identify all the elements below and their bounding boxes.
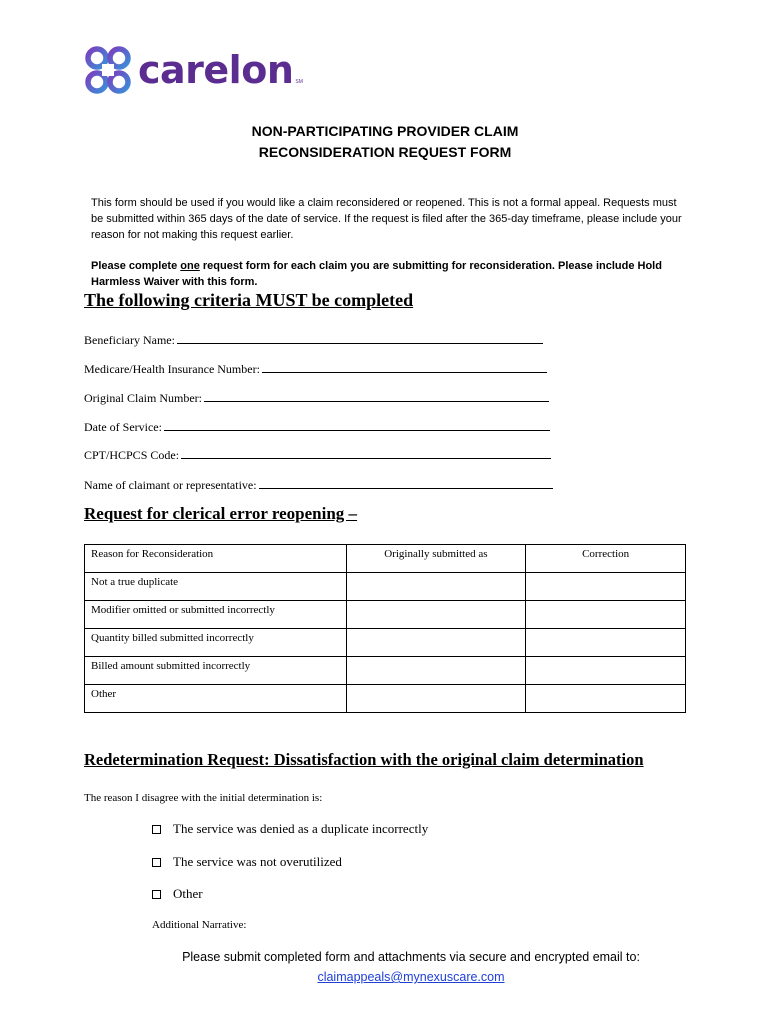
option-not-overutilized[interactable] (152, 854, 342, 870)
option-other[interactable] (152, 886, 203, 902)
checkbox[interactable] (152, 890, 161, 899)
fill-line[interactable] (164, 418, 550, 431)
intro-instruction (91, 258, 676, 290)
correction-cell[interactable] (526, 573, 686, 601)
clerical-error-table (84, 544, 686, 713)
instruction-text-a: Please complete (91, 260, 181, 272)
correction-cell[interactable] (526, 657, 686, 685)
form-title-line1: NON-PARTICIPATING PROVIDER CLAIM (251, 123, 519, 139)
logo-service-mark: SM (295, 79, 303, 85)
insurance-number-field[interactable] (84, 360, 547, 377)
claimant-name-field[interactable] (84, 476, 553, 493)
instruction-text-b: request form for each claim you are submitting for reconsideration. Please include Hold Harmless Waiver with this form. (91, 260, 662, 288)
column-header: Correction (526, 545, 686, 573)
original-cell[interactable] (346, 573, 526, 601)
table-row (85, 657, 686, 685)
original-cell[interactable] (346, 629, 526, 657)
original-cell[interactable] (346, 685, 526, 713)
reason-cell: Other (85, 685, 347, 713)
field-label: Original Claim Number: (84, 391, 202, 405)
original-cell[interactable] (346, 601, 526, 629)
field-label: Name of claimant or representative: (84, 478, 257, 492)
option-label: The service was not overutilized (173, 854, 342, 869)
beneficiary-name-field[interactable] (84, 331, 543, 348)
fill-line[interactable] (262, 360, 547, 373)
table-row (85, 573, 686, 601)
form-title-line2: RECONSIDERATION REQUEST FORM (258, 144, 512, 160)
field-label: Medicare/Health Insurance Number: (84, 362, 260, 376)
field-label: Date of Service: (84, 420, 162, 434)
intro-paragraph: This form should be used if you would like a claim reconsidered or reopened. This is not a formal appeal. Requests must be submitted within 365 days of the date of service. If the request is filed after the 365-day timeframe, please include your reason for not making this request earlier. (91, 197, 682, 241)
correction-cell[interactable] (526, 601, 686, 629)
field-label: CPT/HCPCS Code: (84, 448, 180, 462)
option-label: The service was denied as a duplicate incorrectly (173, 821, 429, 836)
carelon-mark-icon (84, 45, 132, 95)
carelon-logo (84, 44, 303, 96)
fill-line[interactable] (177, 331, 543, 344)
correction-cell[interactable] (526, 629, 686, 657)
criteria-heading: The following criteria MUST be completed (84, 290, 414, 310)
table-row (85, 629, 686, 657)
reason-cell: Quantity billed submitted incorrectly (85, 629, 347, 657)
disagree-reason-label: The reason I disagree with the initial determination is: (84, 792, 323, 804)
cpt-code-field[interactable] (84, 446, 551, 463)
field-label: Beneficiary Name: (84, 333, 175, 347)
correction-cell[interactable] (526, 685, 686, 713)
fill-line[interactable] (204, 389, 549, 402)
table-row (85, 685, 686, 713)
original-cell[interactable] (346, 657, 526, 685)
table-row (85, 601, 686, 629)
redetermination-heading: Redetermination Request: Dissatisfaction with the original claim determination (84, 750, 644, 769)
clerical-heading: Request for clerical error reopening – (84, 504, 358, 523)
option-duplicate-incorrect[interactable] (152, 821, 428, 837)
submission-instructions: Please submit completed form and attachments via secure and encrypted email to: (182, 950, 640, 964)
checkbox[interactable] (152, 858, 161, 867)
additional-narrative-label: Additional Narrative: (152, 919, 247, 931)
reason-cell: Not a true duplicate (85, 573, 347, 601)
fill-line[interactable] (259, 476, 553, 489)
claim-number-field[interactable] (84, 389, 549, 406)
fill-line[interactable] (181, 446, 551, 459)
checkbox[interactable] (152, 825, 161, 834)
reason-cell: Modifier omitted or submitted incorrectly (85, 601, 347, 629)
table-header-row (85, 545, 686, 573)
column-header: Originally submitted as (346, 545, 526, 573)
email-link[interactable]: claimappeals@mynexuscare.com (317, 970, 505, 984)
option-label: Other (173, 886, 203, 901)
logo-wordmark: carelon (138, 48, 294, 92)
date-of-service-field[interactable] (84, 418, 550, 435)
instruction-emphasis: one (180, 260, 200, 272)
reason-cell: Billed amount submitted incorrectly (85, 657, 347, 685)
column-header: Reason for Reconsideration (85, 545, 347, 573)
